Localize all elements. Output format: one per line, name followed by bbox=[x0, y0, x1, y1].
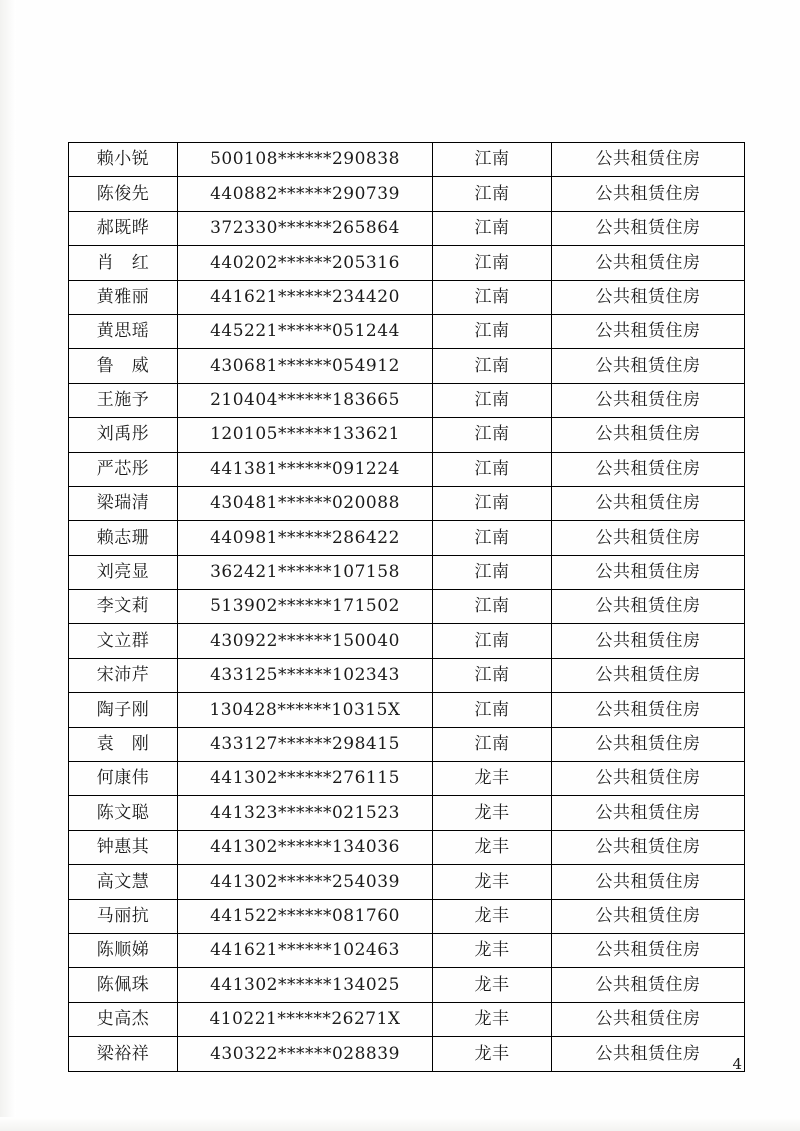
table-row bbox=[69, 933, 745, 967]
cell-housing-type: 公共租赁住房 bbox=[552, 624, 745, 658]
cell-area: 江南 bbox=[433, 486, 552, 520]
cell-housing-type: 公共租赁住房 bbox=[552, 693, 745, 727]
cell-id-number: 430681******054912 bbox=[178, 349, 433, 383]
cell-name: 陈佩珠 bbox=[69, 968, 178, 1002]
cell-area: 龙丰 bbox=[433, 1037, 552, 1071]
cell-housing-type: 公共租赁住房 bbox=[552, 349, 745, 383]
page-edge-shading-bottom bbox=[0, 1117, 800, 1131]
cell-id-number: 441323******021523 bbox=[178, 796, 433, 830]
table-row bbox=[69, 418, 745, 452]
table-row bbox=[69, 762, 745, 796]
cell-housing-type: 公共租赁住房 bbox=[552, 521, 745, 555]
cell-name: 肖 红 bbox=[69, 246, 178, 280]
table-row bbox=[69, 143, 745, 177]
cell-area: 龙丰 bbox=[433, 830, 552, 864]
cell-area: 江南 bbox=[433, 280, 552, 314]
table-row bbox=[69, 590, 745, 624]
cell-area: 江南 bbox=[433, 521, 552, 555]
cell-housing-type: 公共租赁住房 bbox=[552, 865, 745, 899]
cell-area: 江南 bbox=[433, 590, 552, 624]
applicant-table bbox=[68, 142, 745, 1072]
cell-id-number: 441302******134025 bbox=[178, 968, 433, 1002]
cell-housing-type: 公共租赁住房 bbox=[552, 383, 745, 417]
cell-area: 江南 bbox=[433, 452, 552, 486]
table-row bbox=[69, 452, 745, 486]
cell-area: 龙丰 bbox=[433, 933, 552, 967]
cell-name: 梁裕祥 bbox=[69, 1037, 178, 1071]
table-row bbox=[69, 486, 745, 520]
cell-name: 陈文聪 bbox=[69, 796, 178, 830]
cell-name: 文立群 bbox=[69, 624, 178, 658]
cell-housing-type: 公共租赁住房 bbox=[552, 899, 745, 933]
cell-name: 赖志珊 bbox=[69, 521, 178, 555]
cell-housing-type: 公共租赁住房 bbox=[552, 658, 745, 692]
cell-id-number: 433125******102343 bbox=[178, 658, 433, 692]
table-row bbox=[69, 968, 745, 1002]
cell-id-number: 441621******234420 bbox=[178, 280, 433, 314]
cell-name: 黄雅丽 bbox=[69, 280, 178, 314]
cell-housing-type: 公共租赁住房 bbox=[552, 280, 745, 314]
table-row bbox=[69, 555, 745, 589]
cell-area: 江南 bbox=[433, 693, 552, 727]
table-row bbox=[69, 521, 745, 555]
cell-id-number: 430481******020088 bbox=[178, 486, 433, 520]
cell-area: 龙丰 bbox=[433, 968, 552, 1002]
cell-area: 江南 bbox=[433, 418, 552, 452]
table-row bbox=[69, 314, 745, 348]
cell-id-number: 362421******107158 bbox=[178, 555, 433, 589]
cell-id-number: 372330******265864 bbox=[178, 211, 433, 245]
cell-area: 江南 bbox=[433, 658, 552, 692]
cell-name: 鲁 威 bbox=[69, 349, 178, 383]
cell-name: 陈顺娣 bbox=[69, 933, 178, 967]
table-row bbox=[69, 865, 745, 899]
cell-area: 江南 bbox=[433, 349, 552, 383]
cell-area: 龙丰 bbox=[433, 762, 552, 796]
cell-name: 刘禹彤 bbox=[69, 418, 178, 452]
cell-name: 史高杰 bbox=[69, 1002, 178, 1036]
cell-area: 江南 bbox=[433, 314, 552, 348]
cell-housing-type: 公共租赁住房 bbox=[552, 555, 745, 589]
cell-housing-type: 公共租赁住房 bbox=[552, 314, 745, 348]
table-row bbox=[69, 1002, 745, 1036]
cell-id-number: 120105******133621 bbox=[178, 418, 433, 452]
cell-name: 陈俊先 bbox=[69, 177, 178, 211]
table-row bbox=[69, 280, 745, 314]
cell-name: 黄思瑶 bbox=[69, 314, 178, 348]
cell-housing-type: 公共租赁住房 bbox=[552, 830, 745, 864]
cell-housing-type: 公共租赁住房 bbox=[552, 452, 745, 486]
cell-name: 袁 刚 bbox=[69, 727, 178, 761]
cell-id-number: 445221******051244 bbox=[178, 314, 433, 348]
applicant-table-body bbox=[69, 143, 745, 1072]
cell-id-number: 210404******183665 bbox=[178, 383, 433, 417]
cell-housing-type: 公共租赁住房 bbox=[552, 1037, 745, 1071]
cell-area: 龙丰 bbox=[433, 796, 552, 830]
cell-name: 梁瑞清 bbox=[69, 486, 178, 520]
table-row bbox=[69, 349, 745, 383]
cell-id-number: 441302******254039 bbox=[178, 865, 433, 899]
cell-id-number: 410221******26271X bbox=[178, 1002, 433, 1036]
cell-name: 宋沛芹 bbox=[69, 658, 178, 692]
cell-id-number: 441522******081760 bbox=[178, 899, 433, 933]
table-row bbox=[69, 830, 745, 864]
table-row bbox=[69, 383, 745, 417]
page-edge-shading-left bbox=[0, 0, 16, 1131]
page-number: 4 bbox=[732, 1055, 742, 1073]
table-row bbox=[69, 177, 745, 211]
cell-area: 江南 bbox=[433, 246, 552, 280]
applicant-table-container bbox=[68, 142, 740, 1072]
cell-area: 江南 bbox=[433, 624, 552, 658]
cell-id-number: 441302******134036 bbox=[178, 830, 433, 864]
cell-housing-type: 公共租赁住房 bbox=[552, 590, 745, 624]
cell-id-number: 441302******276115 bbox=[178, 762, 433, 796]
cell-area: 江南 bbox=[433, 143, 552, 177]
cell-name: 高文慧 bbox=[69, 865, 178, 899]
cell-housing-type: 公共租赁住房 bbox=[552, 486, 745, 520]
cell-housing-type: 公共租赁住房 bbox=[552, 246, 745, 280]
cell-housing-type: 公共租赁住房 bbox=[552, 762, 745, 796]
table-row bbox=[69, 624, 745, 658]
cell-area: 江南 bbox=[433, 727, 552, 761]
cell-id-number: 441621******102463 bbox=[178, 933, 433, 967]
cell-id-number: 130428******10315X bbox=[178, 693, 433, 727]
cell-housing-type: 公共租赁住房 bbox=[552, 143, 745, 177]
table-row bbox=[69, 658, 745, 692]
cell-area: 江南 bbox=[433, 383, 552, 417]
cell-area: 龙丰 bbox=[433, 1002, 552, 1036]
cell-housing-type: 公共租赁住房 bbox=[552, 933, 745, 967]
cell-id-number: 440882******290739 bbox=[178, 177, 433, 211]
table-row bbox=[69, 796, 745, 830]
cell-housing-type: 公共租赁住房 bbox=[552, 968, 745, 1002]
cell-housing-type: 公共租赁住房 bbox=[552, 211, 745, 245]
cell-id-number: 441381******091224 bbox=[178, 452, 433, 486]
cell-name: 何康伟 bbox=[69, 762, 178, 796]
cell-id-number: 430922******150040 bbox=[178, 624, 433, 658]
cell-id-number: 500108******290838 bbox=[178, 143, 433, 177]
cell-area: 江南 bbox=[433, 211, 552, 245]
cell-id-number: 440981******286422 bbox=[178, 521, 433, 555]
table-row bbox=[69, 727, 745, 761]
table-row bbox=[69, 1037, 745, 1071]
cell-name: 钟惠其 bbox=[69, 830, 178, 864]
table-row bbox=[69, 211, 745, 245]
cell-area: 龙丰 bbox=[433, 899, 552, 933]
cell-id-number: 513902******171502 bbox=[178, 590, 433, 624]
cell-name: 王施予 bbox=[69, 383, 178, 417]
cell-name: 刘亮显 bbox=[69, 555, 178, 589]
cell-id-number: 430322******028839 bbox=[178, 1037, 433, 1071]
cell-area: 江南 bbox=[433, 177, 552, 211]
cell-name: 赖小锐 bbox=[69, 143, 178, 177]
cell-housing-type: 公共租赁住房 bbox=[552, 177, 745, 211]
cell-housing-type: 公共租赁住房 bbox=[552, 727, 745, 761]
cell-name: 严芯彤 bbox=[69, 452, 178, 486]
cell-housing-type: 公共租赁住房 bbox=[552, 418, 745, 452]
cell-name: 陶子刚 bbox=[69, 693, 178, 727]
cell-id-number: 440202******205316 bbox=[178, 246, 433, 280]
cell-id-number: 433127******298415 bbox=[178, 727, 433, 761]
table-row bbox=[69, 899, 745, 933]
cell-area: 龙丰 bbox=[433, 865, 552, 899]
table-row bbox=[69, 246, 745, 280]
cell-name: 郝既晔 bbox=[69, 211, 178, 245]
cell-name: 李文莉 bbox=[69, 590, 178, 624]
table-row bbox=[69, 693, 745, 727]
cell-housing-type: 公共租赁住房 bbox=[552, 796, 745, 830]
cell-area: 江南 bbox=[433, 555, 552, 589]
cell-name: 马丽抗 bbox=[69, 899, 178, 933]
cell-housing-type: 公共租赁住房 bbox=[552, 1002, 745, 1036]
